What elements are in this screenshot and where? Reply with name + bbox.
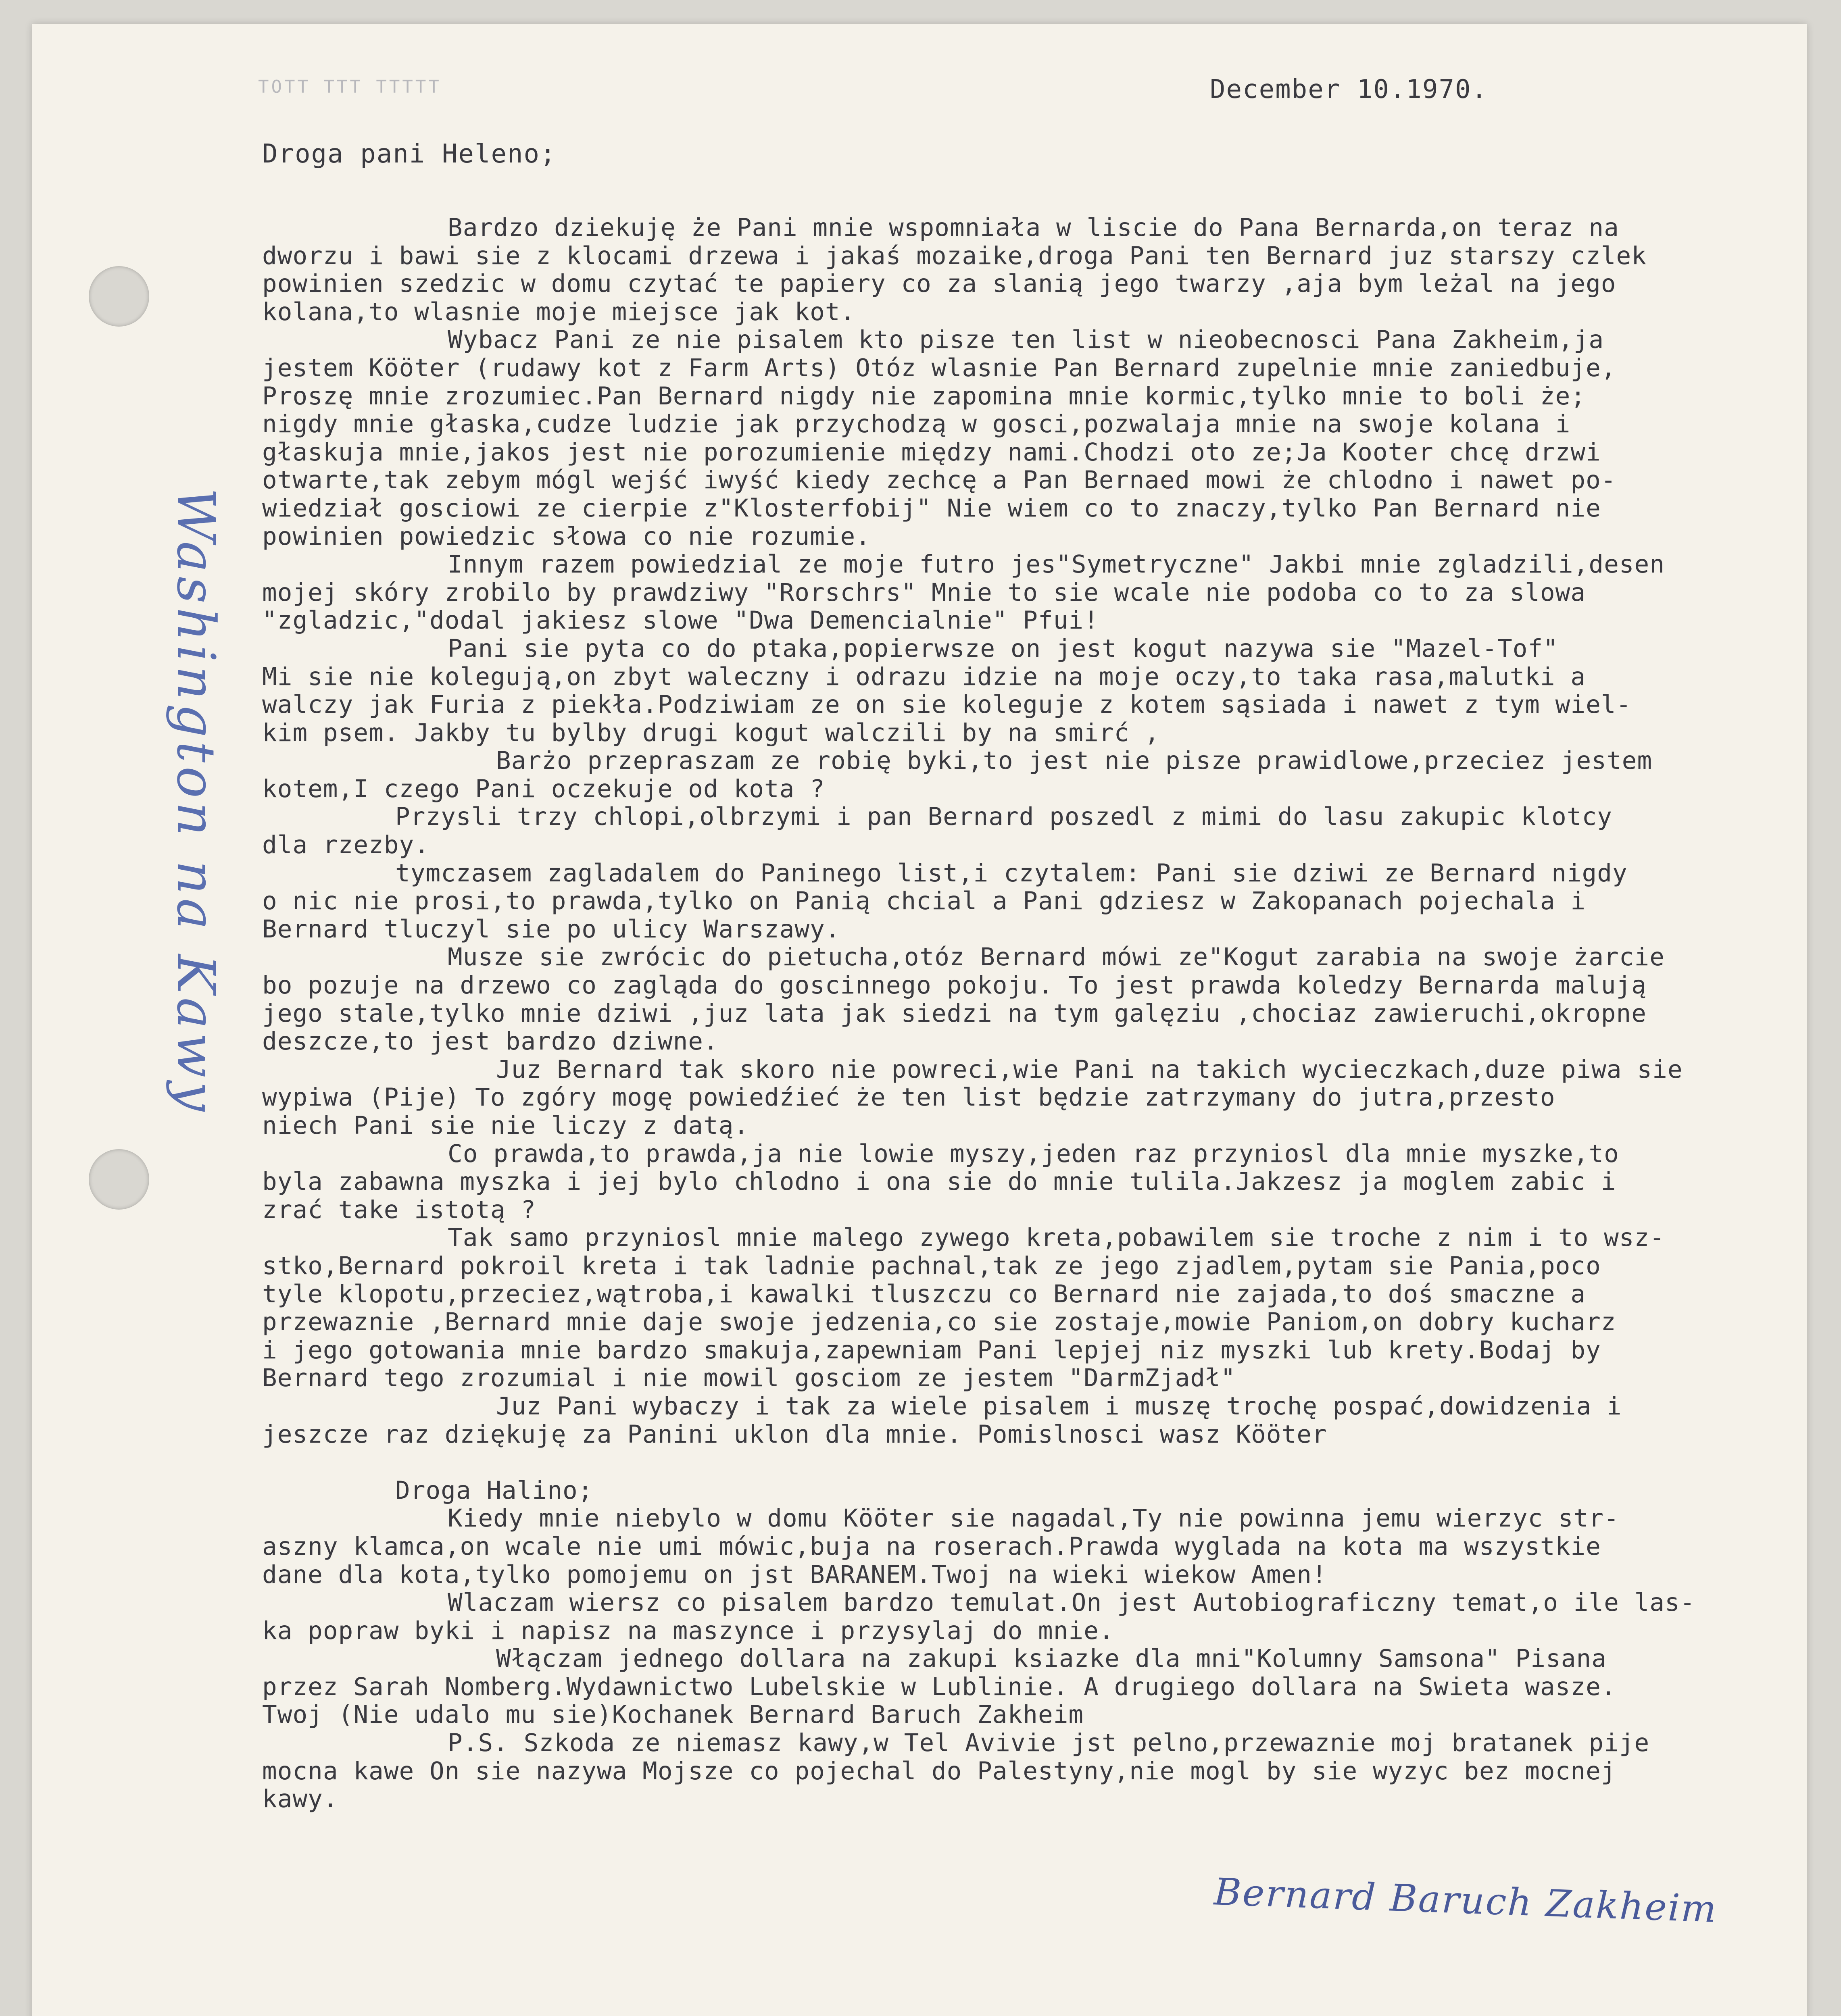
letter-date: December 10.1970. [1210,75,1488,104]
letter-line: o nic nie prosi,to prawda,tylko on Panią chcial a Pani gdziesz w Zakopanach pojechala i [262,887,1586,916]
letter-line: jeszcze raz dziękuję za Panini uklon dla mnie. Pomislnosci wasz Kööter [262,1420,1327,1449]
letter-line: nigdy mnie głaska,cudze ludzie jak przychodzą w gosci,pozwalaja mnie na swoje kolana i [262,410,1571,439]
letter-line: "zgladzic,"dodal jakiesz slowe "Dwa Demencialnie" Pfui! [262,606,1099,635]
letter-line: bo pozuje na drzewo co zagląda do goscinnego pokoju. To jest prawda koledzy Bernarda malują [262,971,1647,1000]
letter-line: kim psem. Jakby tu bylby drugi kogut walczili by na smirć , [262,718,1160,747]
letter-line: P.S. Szkoda ze niemasz kawy,w Tel Avivie jst pelno,przewaznie moj bratanek pije [448,1729,1650,1758]
letter-line: byla zabawna myszka i jej bylo chlodno i ona sie do mnie tulila.Jakzesz ja moglem zabic i [262,1167,1616,1196]
letter-line: Bernard tego zrozumial i nie mowil gosciom ze jestem "DarmZjadł" [262,1364,1236,1393]
letter-line: przewaznie ,Bernard mnie daje swoje jedzenia,co sie zostaje,mowie Paniom,on dobry kucharz [262,1308,1616,1337]
letter-line: Barżo przepraszam ze robię byki,to jest nie pisze prawidlowe,przeciez jestem [496,746,1653,775]
letter-line: kotem,I czego Pani oczekuje od kota ? [262,774,825,803]
letter-line: i jego gotowania mnie bardzo smakuja,zapewniam Pani lepjej niz myszki lub krety.Bodaj by [262,1335,1601,1364]
letter-line: jego stale,tylko mnie dziwi ,juz lata jak siedzi na tym galęziu ,chociaz zawieruchi,okropne [262,999,1647,1028]
punch-hole-bottom [89,1149,149,1210]
faded-stamp: TOTT TTT TTTTT [258,77,442,97]
letter-line: Proszę mnie zrozumiec.Pan Bernard nigdy nie zapomina mnie kormic,tylko mnie to boli że; [262,381,1586,410]
letter-line: wypiwa (Pije) To zgóry mogę powiedźieć że ten list będzie zatrzymany do jutra,przesto [262,1083,1555,1112]
letter-line: deszcze,to jest bardzo dziwne. [262,1027,719,1056]
letter-line: aszny klamca,on wcale nie umi mówic,buja na roserach.Prawda wyglada na kota ma wszystkie [262,1532,1601,1561]
handwritten-signature: Bernard Baruch Zakheim [1213,1870,1718,1931]
letter-line: mocna kawe On sie nazywa Mojsze co pojechal do Palestyny,nie mogl by sie wyzyc bez mocnej [262,1756,1616,1785]
letter-line: Wlaczam wiersz co pisalem bardzo temulat.On jest Autobiograficzny temat,o ile las- [448,1588,1695,1617]
letter-line: walczy jak Furia z piekła.Podziwiam ze on sie koleguje z kotem sąsiada i nawet z tym wiel- [262,690,1632,719]
letter-line: ka popraw byki i napisz na maszynce i przysylaj do mnie. [262,1616,1114,1645]
letter-line: Bernard tluczyl sie po ulicy Warszawy. [262,914,840,943]
letter-line: mojej skóry zrobilo by prawdziwy "Rorschrs" Mnie to sie wcale nie podoba co to za slowa [262,578,1586,607]
letter-line: kolana,to wlasnie moje miejsce jak kot. [262,297,856,326]
letter-line: Wybacz Pani ze nie pisalem kto pisze ten list w nieobecnosci Pana Zakheim,ja [448,325,1604,354]
letter-page [32,24,1807,2016]
letter-line [262,1448,1819,1477]
letter-line: Włączam jednego dollara na zakupi ksiazke dla mni"Kolumny Samsona" Pisana [496,1644,1607,1673]
letter-line: Pani sie pyta co do ptaka,popierwsze on jest kogut nazywa sie "Mazel-Tof" [448,634,1558,663]
letter-line: Droga Halino; [395,1476,593,1505]
letter-line: Innym razem powiedzial ze moje futro jes"Symetryczne" Jakbi mnie zgladzili,desen [448,550,1665,579]
letter-line: kawy. [262,1785,338,1814]
punch-hole-top [89,266,149,327]
letter-line: tyle klopotu,przeciez,wątroba,i kawalki tluszczu co Bernard nie zajada,to doś smaczne a [262,1279,1586,1308]
letter-line: otwarte,tak zebym mógl wejść iwyść kiedy zechcę a Pan Bernaed mowi że chlodno i nawet po- [262,466,1616,495]
letter-line: Juz Pani wybaczy i tak za wiele pisalem i muszę trochę pospać,dowidzenia i [496,1391,1622,1420]
letter-line: dla rzezby. [262,831,429,860]
letter-line: wiedział gosciowi ze cierpie z"Klosterfobij" Nie wiem co to znaczy,tylko Pan Bernard nie [262,494,1601,523]
letter-line: stko,Bernard pokroil kreta i tak ladnie pachnal,tak ze jego zjadlem,pytam sie Pania,poco [262,1251,1601,1280]
letter-line: niech Pani sie nie liczy z datą. [262,1111,749,1140]
letter-line: Mi sie nie kolegują,on zbyt waleczny i odrazu idzie na moje oczy,to taka rasa,malutki a [262,662,1586,691]
letter-line: Musze sie zwrócic do pietucha,otóz Bernard mówi ze"Kogut zarabia na swoje żarcie [448,943,1665,972]
letter-line: zrać take istotą ? [262,1195,536,1224]
letter-line: Co prawda,to prawda,ja nie lowie myszy,jeden raz przyniosl dla mnie myszke,to [448,1139,1619,1168]
letter-line: Tak samo przyniosl mnie malego zywego kreta,pobawilem sie troche z nim i to wsz- [448,1223,1665,1252]
letter-line: powinien szedzic w domu czytać te papiery co za slanią jego twarzy ,aja bym leżal na jego [262,269,1616,298]
letter-line: powinien powiedzic słowa co nie rozumie. [262,522,871,551]
letter-line: dworzu i bawi sie z klocami drzewa i jakaś mozaike,droga Pani ten Bernard juz starszy czlek [262,241,1647,270]
letter-line: przez Sarah Nomberg.Wydawnictwo Lubelskie w Lublinie. A drugiego dollara na Swieta wasze. [262,1672,1616,1701]
letter-line: dane dla kota,tylko pomojemu on jst BARANEM.Twoj na wieki wiekow Amen! [262,1560,1327,1589]
letter-line: Przysli trzy chlopi,olbrzymi i pan Bernard poszedl z mimi do lasu zakupic klotcy [395,802,1613,831]
letter-body [262,214,1819,1813]
letter-line: Bardzo dziekuję że Pani mnie wspomniała w liscie do Pana Bernarda,on teraz na [448,213,1619,242]
letter-line: Twoj (Nie udalo mu sie)Kochanek Bernard Baruch Zakheim [262,1700,1084,1729]
letter-line: tymczasem zagladalem do Paninego list,i czytalem: Pani sie dziwi ze Bernard nigdy [395,858,1628,887]
handwritten-margin-note: Washington na Kawy [165,488,227,1116]
salutation: Droga pani Heleno; [262,139,557,169]
letter-line: Kiedy mnie niebylo w domu Kööter sie nagadal,Ty nie powinna jemu wierzyc str- [448,1504,1619,1533]
letter-line: Juz Bernard tak skoro nie powreci,wie Pani na takich wycieczkach,duze piwa sie [496,1055,1683,1084]
letter-line: jestem Kööter (rudawy kot z Farm Arts) Otóz wlasnie Pan Bernard zupelnie mnie zaniedbuje, [262,353,1616,382]
letter-line: głaskuja mnie,jakos jest nie porozumienie między nami.Chodzi oto ze;Ja Kooter chcę drzwi [262,437,1601,467]
